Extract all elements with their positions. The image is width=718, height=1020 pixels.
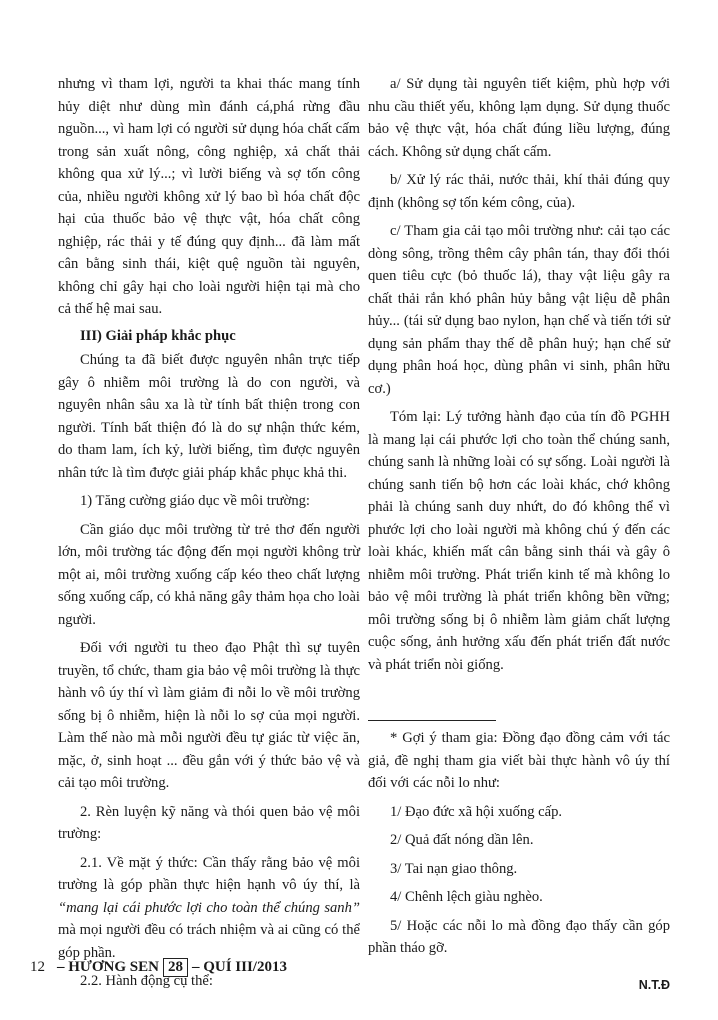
section-heading: III) Giải pháp khắc phục [80,327,236,344]
right-column [368,73,670,996]
list-item: 3/ Tai nạn giao thông. [390,860,518,877]
paragraph: b/ Xử lý rác thải, nước thải, khí thải đúng quy định (không sợ tốn kém công, của). [368,172,670,211]
paragraph: Tóm lại: Lý tưởng hành đạo của tín đồ PGHH là mang lại cái phước lợi cho toàn thể chúng sanh, chúng sanh là những loài có sự sống. Loài người là chúng sanh tiến bộ hơn các loài khác, chớ không phải là chúng sanh duy nhứt, do đó không thể vì phước lợi cho loài người mà không chú ý đến các loài khác, khiến mất cân bằng sinh thái và gây ô nhiễm môi trường. Phát triển kinh tế mà không lo bảo vệ môi trường là phát triển không bền vững; môi trường sống bị ô nhiễm làm giảm chất lượng cuộc sống, ảnh hưởng xấu đến phát triển đất nước và phát triển nòi giống. [368,409,670,673]
page-number: 12 [30,959,45,975]
issue-period: – QUÍ III/2013 [191,959,287,975]
paragraph-text: mà mọi người đều có trách nhiệm và ai cũng có thể góp phần. [58,922,360,961]
list-item: 2/ Quả đất nóng dần lên. [390,832,534,848]
list-item: 4/ Chênh lệch giàu nghèo. [390,889,543,905]
list-item: 5/ Hoặc các nỗi lo mà đồng đạo thấy cần góp phần tháo gỡ. [368,917,670,956]
page-footer [30,958,690,977]
paragraph: a/ Sử dụng tài nguyên tiết kiệm, phù hợp với nhu cầu thiết yếu, không lạm dụng. Sử dụng thuốc bảo vệ thực vật, hóa chất đúng liều lượng, đúng cách. Không sử dụng chất cấm. [368,76,670,160]
subsection-heading: 2. Rèn luyện kỹ năng và thói quen bảo vệ môi trường: [58,803,360,842]
subsection-heading: 1) Tăng cường giáo dục về môi trường: [80,493,310,509]
issue-number: 28 [163,958,188,977]
magazine-name: – HƯƠNG SEN [57,959,159,975]
paragraph: Chúng ta đã biết được nguyên nhân trực tiếp gây ô nhiễm môi trường là do con người, và nguyên nhân sâu xa là từ tính bất thiện trong con người. Tính bất thiện đó là do sự nhận thức kém, do tham lam, ích kỷ, lười biếng, tìm được nguyên nhân tức là tìm được giải pháp khắc phục khả thi. [58,352,360,481]
paragraph: Đối với người tu theo đạo Phật thì sự tuyên truyền, tổ chức, tham gia bảo vệ môi trường là thực hành vô úy thí vì làm giảm đi nỗi lo về môi trường sống bị ô nhiễm, hiện là nỗi lo sợ của mọi người. Làm thế nào mà mỗi người đều tự giác từ việc ăn, mặc, ở, sinh hoạt ... đều gắn với ý thức bảo vệ và cải tạo môi trường. [58,640,360,791]
footnote: * Gợi ý tham gia: Đồng đạo đồng cảm với tác giả, đề nghị tham gia viết bài thực hành vô úy thí đối với các nỗi lo như: [368,730,670,791]
list-item: 1/ Đạo đức xã hội xuống cấp. [390,803,563,820]
footnote-divider [368,720,496,721]
author-signature: N.T.Đ [638,977,670,992]
paragraph: nhưng vì tham lợi, người ta khai thác mang tính hủy diệt như dùng mìn đánh cá,phá rừng đầu nguồn..., vì ham lợi có người sử dụng hóa chất cấm trong sản xuất nông, công nghiệp, xả chất thải không qua xử lý...; vì lười biếng và sợ tốn công của, nhiều người không xử lý bao bì hóa chất độc hại của thuốc bảo vệ thực vật, hóa chất công nghiệp, rác thải y tế đúng quy định... đã làm mất cân bằng sinh thái, kiệt quệ nguồn tài nguyên, không chỉ gây hại cho loài người hiện tại mà cho cả thế hệ mai sau. [58,76,360,317]
paragraph [58,852,360,965]
paragraph-text: 2.1. Về mặt ý thức: Cần thấy rằng bảo vệ môi trường là góp phần thực hiện hạnh vô úy thí, là [58,854,360,893]
left-column [58,73,360,993]
quote: “mang lại cái phước lợi cho toàn thể chúng sanh” [58,899,360,916]
subsection-heading: 2.2. Hành động cụ thể: [80,973,213,989]
paragraph: c/ Tham gia cải tạo môi trường như: cải tạo các dòng sông, trồng thêm cây phân tán, thay đổi thói quen tiêu cực (bỏ thuốc lá), thay vật liệu gây ra chất thải rắn khó phân hủy bằng vật liệu dễ phân hủy... (tái sử dụng bao nylon, hạn chế và tiến tới sử dụng sản phẩm thay thế dễ phân huỷ; hạn chế sử dụng phân hoá học, dùng phân vi sinh, phân hữu cơ.) [368,223,670,397]
paragraph: Cần giáo dục môi trường từ trẻ thơ đến người lớn, môi trường tác động đến mọi người không trừ một ai, môi trường xuống cấp kéo theo chất lượng sống xuống cấp, có khả năng gây thảm họa cho loài người. [58,521,360,628]
